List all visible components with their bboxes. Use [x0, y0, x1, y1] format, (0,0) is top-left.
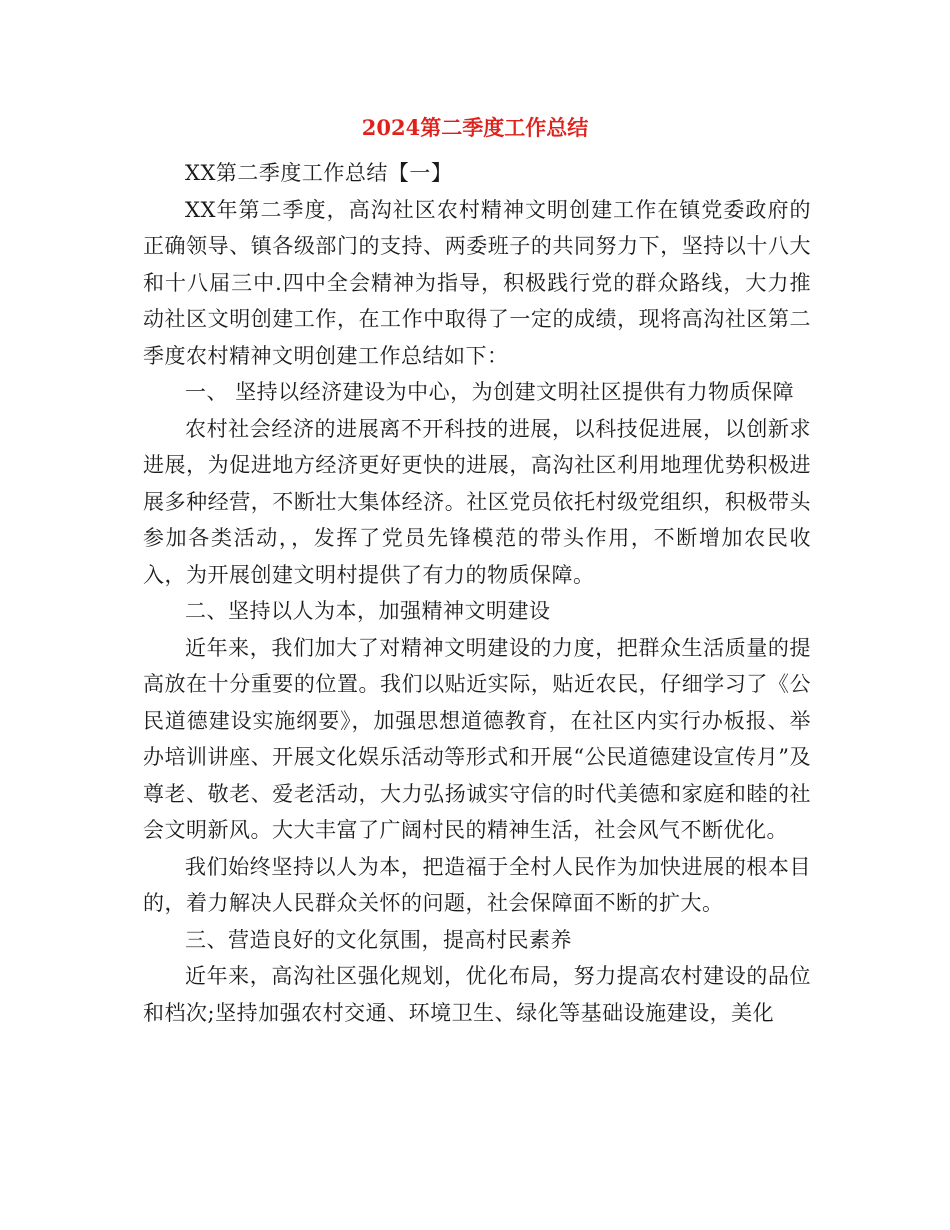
paragraph: 近年来，高沟社区强化规划，优化布局，努力提高农村建设的品位和档次;坚持加强农村交通、环境卫生、绿化等基础设施建设，美化: [143, 964, 811, 1025]
document-body: [143, 155, 811, 1031]
section-heading: 二、坚持以人为本，加强精神文明建设: [185, 599, 551, 623]
section-heading: 一、 坚持以经济建设为中心，为创建文明社区提供有力物质保障: [185, 380, 795, 404]
paragraph: XX年第二季度，高沟社区农村精神文明创建工作在镇党委政府的正确领导、镇各级部门的支持、两委班子的共同努力下，坚持以十八大和十八届三中.四中全会精神为指导，积极践行党的群众路线，大力推动社区文明创建工作，在工作中取得了一定的成绩，现将高沟社区第二季度农村精神文明创建工作总结如下：: [143, 197, 811, 368]
section-heading: XX第二季度工作总结【一】: [185, 161, 453, 185]
section-heading: 三、营造良好的文化氛围，提高村民素养: [185, 927, 572, 952]
paragraph: 近年来，我们加大了对精神文明建设的力度，把群众生活质量的提高放在十分重要的位置。我们以贴近实际，贴近农民，仔细学习了《公民道德建设实施纲要》，加强思想道德教育，在社区内实行办板报、举办培训讲座、开展文化娱乐活动等形式和开展“公民道德建设宣传月”及尊老、敬老、爱老活动，大力弘扬诚实守信的时代美德和家庭和睦的社会文明新风。大大丰富了广阔村民的精神生活，社会风气不断优化。: [143, 635, 811, 842]
document-title: 2024第二季度工作总结: [361, 115, 589, 140]
paragraph: 农村社会经济的进展离不开科技的进展，以科技促进展，以创新求进展，为促进地方经济更好更快的进展，高沟社区利用地理优势积极进展多种经营，不断壮大集体经济。社区党员依托村级党组织，积极带头参加各类活动，，发挥了党员先锋模范的带头作用，不断增加农民收入，为开展创建文明村提供了有力的物质保障。: [143, 416, 811, 587]
paragraph: 我们始终坚持以人为本，把造福于全村人民作为加快进展的根本目的，着力解决人民群众关怀的问题，社会保障面不断的扩大。: [143, 854, 811, 915]
